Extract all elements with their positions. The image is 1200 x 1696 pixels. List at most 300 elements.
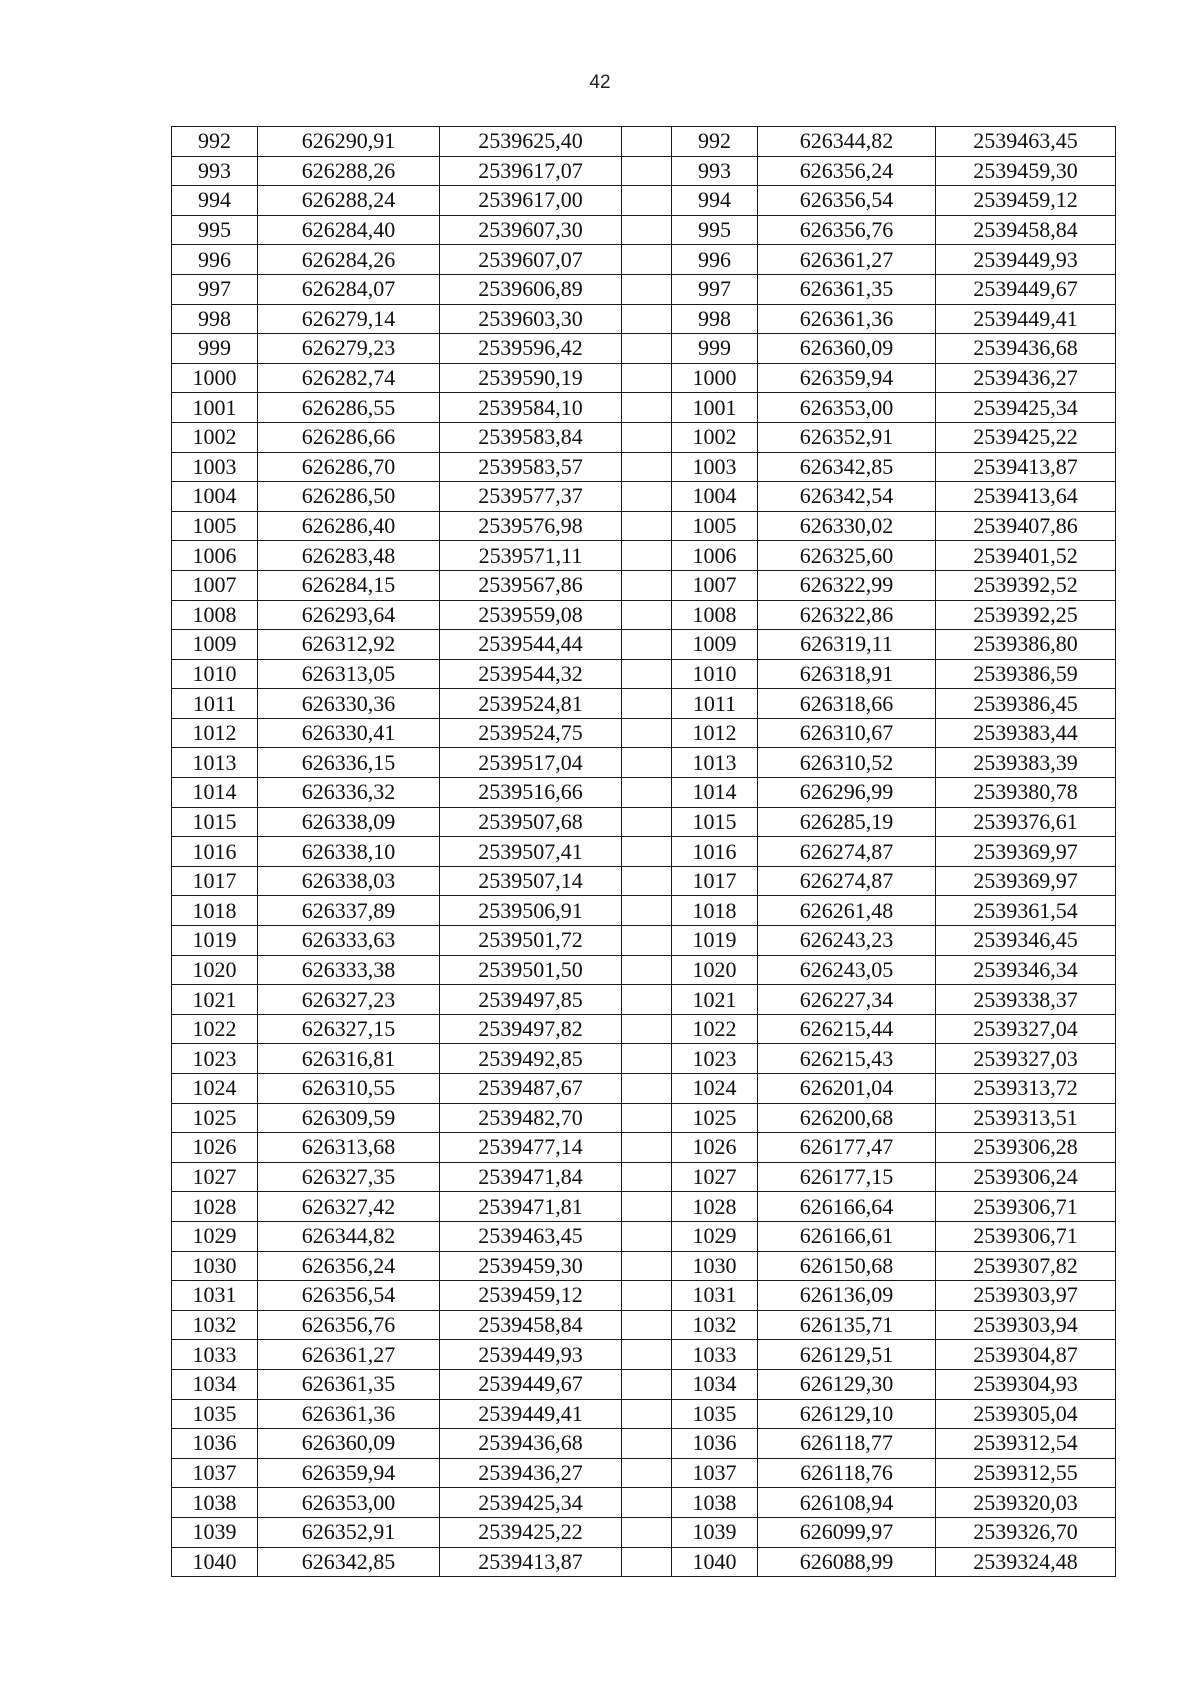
x-coordinate-left: 626286,70 [258, 452, 440, 482]
table-row [172, 1517, 1116, 1547]
y-coordinate-left: 2539487,67 [440, 1074, 622, 1104]
point-number-right: 1000 [672, 363, 758, 393]
point-number-left: 1009 [172, 630, 258, 660]
y-coordinate-left: 2539617,07 [440, 156, 622, 186]
point-number-left: 1002 [172, 422, 258, 452]
table-row [172, 1074, 1116, 1104]
x-coordinate-right: 626243,05 [758, 955, 936, 985]
point-number-right: 1005 [672, 511, 758, 541]
y-coordinate-left: 2539576,98 [440, 511, 622, 541]
x-coordinate-right: 626201,04 [758, 1074, 936, 1104]
y-coordinate-left: 2539606,89 [440, 274, 622, 304]
y-coordinate-right: 2539459,30 [936, 156, 1116, 186]
point-number-left: 1036 [172, 1429, 258, 1459]
point-number-left: 997 [172, 274, 258, 304]
spacer-cell [622, 689, 672, 719]
table-row [172, 600, 1116, 630]
table-row [172, 334, 1116, 364]
y-coordinate-right: 2539383,39 [936, 748, 1116, 778]
x-coordinate-left: 626361,35 [258, 1369, 440, 1399]
x-coordinate-right: 626200,68 [758, 1103, 936, 1133]
x-coordinate-right: 626243,23 [758, 926, 936, 956]
point-number-right: 998 [672, 304, 758, 334]
table-row [172, 1458, 1116, 1488]
spacer-cell [622, 1310, 672, 1340]
x-coordinate-right: 626150,68 [758, 1251, 936, 1281]
y-coordinate-left: 2539507,14 [440, 866, 622, 896]
spacer-cell [622, 570, 672, 600]
point-number-right: 1014 [672, 778, 758, 808]
point-number-right: 1024 [672, 1074, 758, 1104]
table-row [172, 541, 1116, 571]
table-row [172, 1103, 1116, 1133]
spacer-cell [622, 304, 672, 334]
y-coordinate-right: 2539413,87 [936, 452, 1116, 482]
table-row [172, 778, 1116, 808]
point-number-right: 1001 [672, 393, 758, 423]
point-number-right: 1029 [672, 1221, 758, 1251]
coordinates-table-body [172, 127, 1116, 1577]
x-coordinate-right: 626129,10 [758, 1399, 936, 1429]
point-number-left: 1031 [172, 1281, 258, 1311]
spacer-cell [622, 1014, 672, 1044]
y-coordinate-right: 2539392,52 [936, 570, 1116, 600]
x-coordinate-right: 626322,99 [758, 570, 936, 600]
x-coordinate-left: 626288,24 [258, 186, 440, 216]
y-coordinate-right: 2539307,82 [936, 1251, 1116, 1281]
y-coordinate-left: 2539449,41 [440, 1399, 622, 1429]
table-row [172, 1399, 1116, 1429]
x-coordinate-left: 626290,91 [258, 127, 440, 157]
point-number-left: 1023 [172, 1044, 258, 1074]
x-coordinate-right: 626099,97 [758, 1517, 936, 1547]
table-row [172, 393, 1116, 423]
x-coordinate-right: 626361,27 [758, 245, 936, 275]
x-coordinate-right: 626330,02 [758, 511, 936, 541]
table-row [172, 630, 1116, 660]
point-number-right: 1034 [672, 1369, 758, 1399]
table-row [172, 985, 1116, 1015]
table-row [172, 363, 1116, 393]
x-coordinate-left: 626338,09 [258, 807, 440, 837]
y-coordinate-right: 2539369,97 [936, 837, 1116, 867]
y-coordinate-left: 2539436,68 [440, 1429, 622, 1459]
point-number-left: 1034 [172, 1369, 258, 1399]
x-coordinate-left: 626361,27 [258, 1340, 440, 1370]
y-coordinate-left: 2539617,00 [440, 186, 622, 216]
table-row [172, 452, 1116, 482]
y-coordinate-right: 2539413,64 [936, 482, 1116, 512]
y-coordinate-left: 2539596,42 [440, 334, 622, 364]
y-coordinate-right: 2539449,93 [936, 245, 1116, 275]
x-coordinate-left: 626279,23 [258, 334, 440, 364]
spacer-cell [622, 186, 672, 216]
y-coordinate-left: 2539471,84 [440, 1162, 622, 1192]
table-row [172, 304, 1116, 334]
x-coordinate-right: 626177,47 [758, 1133, 936, 1163]
point-number-left: 1026 [172, 1133, 258, 1163]
y-coordinate-right: 2539392,25 [936, 600, 1116, 630]
point-number-right: 1037 [672, 1458, 758, 1488]
x-coordinate-right: 626088,99 [758, 1547, 936, 1577]
point-number-left: 996 [172, 245, 258, 275]
x-coordinate-right: 626353,00 [758, 393, 936, 423]
spacer-cell [622, 748, 672, 778]
spacer-cell [622, 985, 672, 1015]
point-number-left: 1014 [172, 778, 258, 808]
point-number-left: 1015 [172, 807, 258, 837]
point-number-right: 1015 [672, 807, 758, 837]
x-coordinate-right: 626227,34 [758, 985, 936, 1015]
x-coordinate-left: 626288,26 [258, 156, 440, 186]
y-coordinate-right: 2539401,52 [936, 541, 1116, 571]
x-coordinate-right: 626215,43 [758, 1044, 936, 1074]
y-coordinate-left: 2539506,91 [440, 896, 622, 926]
y-coordinate-left: 2539507,41 [440, 837, 622, 867]
x-coordinate-left: 626356,24 [258, 1251, 440, 1281]
x-coordinate-left: 626327,23 [258, 985, 440, 1015]
x-coordinate-right: 626118,76 [758, 1458, 936, 1488]
x-coordinate-left: 626286,55 [258, 393, 440, 423]
spacer-cell [622, 363, 672, 393]
y-coordinate-left: 2539524,75 [440, 718, 622, 748]
table-row [172, 1014, 1116, 1044]
table-row [172, 570, 1116, 600]
point-number-left: 1000 [172, 363, 258, 393]
point-number-left: 1035 [172, 1399, 258, 1429]
point-number-right: 1022 [672, 1014, 758, 1044]
y-coordinate-right: 2539320,03 [936, 1488, 1116, 1518]
x-coordinate-right: 626310,67 [758, 718, 936, 748]
point-number-left: 1003 [172, 452, 258, 482]
point-number-left: 1028 [172, 1192, 258, 1222]
point-number-right: 1028 [672, 1192, 758, 1222]
y-coordinate-right: 2539303,97 [936, 1281, 1116, 1311]
y-coordinate-right: 2539338,37 [936, 985, 1116, 1015]
y-coordinate-left: 2539463,45 [440, 1221, 622, 1251]
y-coordinate-right: 2539369,97 [936, 866, 1116, 896]
spacer-cell [622, 778, 672, 808]
y-coordinate-right: 2539324,48 [936, 1547, 1116, 1577]
spacer-cell [622, 955, 672, 985]
table-row [172, 127, 1116, 157]
table-row [172, 1310, 1116, 1340]
y-coordinate-left: 2539507,68 [440, 807, 622, 837]
table-row [172, 186, 1116, 216]
table-row [172, 837, 1116, 867]
y-coordinate-right: 2539313,72 [936, 1074, 1116, 1104]
x-coordinate-left: 626342,85 [258, 1547, 440, 1577]
x-coordinate-right: 626274,87 [758, 837, 936, 867]
y-coordinate-left: 2539544,32 [440, 659, 622, 689]
point-number-left: 1021 [172, 985, 258, 1015]
y-coordinate-right: 2539459,12 [936, 186, 1116, 216]
x-coordinate-left: 626359,94 [258, 1458, 440, 1488]
x-coordinate-left: 626313,68 [258, 1133, 440, 1163]
y-coordinate-left: 2539524,81 [440, 689, 622, 719]
point-number-right: 1023 [672, 1044, 758, 1074]
y-coordinate-right: 2539306,71 [936, 1221, 1116, 1251]
y-coordinate-right: 2539361,54 [936, 896, 1116, 926]
point-number-left: 998 [172, 304, 258, 334]
spacer-cell [622, 1044, 672, 1074]
y-coordinate-right: 2539312,55 [936, 1458, 1116, 1488]
y-coordinate-left: 2539603,30 [440, 304, 622, 334]
y-coordinate-right: 2539383,44 [936, 718, 1116, 748]
y-coordinate-right: 2539436,27 [936, 363, 1116, 393]
y-coordinate-left: 2539559,08 [440, 600, 622, 630]
table-row [172, 1133, 1116, 1163]
y-coordinate-left: 2539436,27 [440, 1458, 622, 1488]
spacer-cell [622, 274, 672, 304]
y-coordinate-right: 2539305,04 [936, 1399, 1116, 1429]
table-row [172, 1251, 1116, 1281]
x-coordinate-right: 626361,36 [758, 304, 936, 334]
x-coordinate-right: 626360,09 [758, 334, 936, 364]
x-coordinate-left: 626286,66 [258, 422, 440, 452]
point-number-left: 1017 [172, 866, 258, 896]
x-coordinate-right: 626356,76 [758, 215, 936, 245]
y-coordinate-left: 2539583,84 [440, 422, 622, 452]
x-coordinate-left: 626352,91 [258, 1517, 440, 1547]
y-coordinate-left: 2539590,19 [440, 363, 622, 393]
table-row [172, 926, 1116, 956]
point-number-left: 1007 [172, 570, 258, 600]
point-number-right: 994 [672, 186, 758, 216]
y-coordinate-left: 2539583,57 [440, 452, 622, 482]
point-number-right: 1019 [672, 926, 758, 956]
point-number-left: 1011 [172, 689, 258, 719]
point-number-right: 1006 [672, 541, 758, 571]
point-number-right: 993 [672, 156, 758, 186]
point-number-left: 1025 [172, 1103, 258, 1133]
x-coordinate-left: 626283,48 [258, 541, 440, 571]
x-coordinate-left: 626330,36 [258, 689, 440, 719]
x-coordinate-left: 626330,41 [258, 718, 440, 748]
y-coordinate-left: 2539607,07 [440, 245, 622, 275]
spacer-cell [622, 896, 672, 926]
point-number-right: 1003 [672, 452, 758, 482]
x-coordinate-left: 626333,38 [258, 955, 440, 985]
y-coordinate-left: 2539413,87 [440, 1547, 622, 1577]
point-number-left: 1013 [172, 748, 258, 778]
table-row [172, 1281, 1116, 1311]
y-coordinate-left: 2539607,30 [440, 215, 622, 245]
x-coordinate-right: 626285,19 [758, 807, 936, 837]
point-number-right: 1013 [672, 748, 758, 778]
x-coordinate-left: 626353,00 [258, 1488, 440, 1518]
point-number-right: 1011 [672, 689, 758, 719]
table-row [172, 748, 1116, 778]
point-number-right: 1032 [672, 1310, 758, 1340]
table-row [172, 1192, 1116, 1222]
point-number-right: 1004 [672, 482, 758, 512]
spacer-cell [622, 1399, 672, 1429]
y-coordinate-right: 2539346,34 [936, 955, 1116, 985]
point-number-right: 1010 [672, 659, 758, 689]
x-coordinate-left: 626286,50 [258, 482, 440, 512]
spacer-cell [622, 659, 672, 689]
point-number-left: 1008 [172, 600, 258, 630]
point-number-right: 1039 [672, 1517, 758, 1547]
y-coordinate-left: 2539497,82 [440, 1014, 622, 1044]
table-row [172, 1340, 1116, 1370]
spacer-cell [622, 718, 672, 748]
table-row [172, 955, 1116, 985]
y-coordinate-right: 2539436,68 [936, 334, 1116, 364]
y-coordinate-right: 2539386,80 [936, 630, 1116, 660]
y-coordinate-right: 2539449,67 [936, 274, 1116, 304]
y-coordinate-left: 2539497,85 [440, 985, 622, 1015]
spacer-cell [622, 1369, 672, 1399]
point-number-right: 1009 [672, 630, 758, 660]
spacer-cell [622, 156, 672, 186]
x-coordinate-left: 626309,59 [258, 1103, 440, 1133]
spacer-cell [622, 334, 672, 364]
spacer-cell [622, 1517, 672, 1547]
spacer-cell [622, 482, 672, 512]
x-coordinate-left: 626284,15 [258, 570, 440, 600]
point-number-right: 996 [672, 245, 758, 275]
y-coordinate-right: 2539313,51 [936, 1103, 1116, 1133]
table-row [172, 896, 1116, 926]
y-coordinate-left: 2539459,30 [440, 1251, 622, 1281]
spacer-cell [622, 837, 672, 867]
point-number-left: 1005 [172, 511, 258, 541]
x-coordinate-right: 626118,77 [758, 1429, 936, 1459]
y-coordinate-right: 2539327,03 [936, 1044, 1116, 1074]
x-coordinate-right: 626274,87 [758, 866, 936, 896]
point-number-left: 1024 [172, 1074, 258, 1104]
point-number-right: 1033 [672, 1340, 758, 1370]
x-coordinate-right: 626344,82 [758, 127, 936, 157]
page-number: 42 [589, 72, 611, 93]
y-coordinate-left: 2539584,10 [440, 393, 622, 423]
y-coordinate-left: 2539449,67 [440, 1369, 622, 1399]
point-number-left: 993 [172, 156, 258, 186]
table-row [172, 718, 1116, 748]
y-coordinate-left: 2539625,40 [440, 127, 622, 157]
x-coordinate-left: 626327,35 [258, 1162, 440, 1192]
spacer-cell [622, 245, 672, 275]
point-number-left: 994 [172, 186, 258, 216]
point-number-left: 1032 [172, 1310, 258, 1340]
y-coordinate-left: 2539571,11 [440, 541, 622, 571]
x-coordinate-right: 626261,48 [758, 896, 936, 926]
y-coordinate-right: 2539304,87 [936, 1340, 1116, 1370]
point-number-right: 1020 [672, 955, 758, 985]
x-coordinate-left: 626293,64 [258, 600, 440, 630]
point-number-right: 1025 [672, 1103, 758, 1133]
x-coordinate-left: 626337,89 [258, 896, 440, 926]
spacer-cell [622, 1074, 672, 1104]
x-coordinate-left: 626356,76 [258, 1310, 440, 1340]
table-row [172, 1429, 1116, 1459]
point-number-left: 992 [172, 127, 258, 157]
x-coordinate-right: 626318,66 [758, 689, 936, 719]
table-row [172, 215, 1116, 245]
y-coordinate-right: 2539312,54 [936, 1429, 1116, 1459]
y-coordinate-left: 2539477,14 [440, 1133, 622, 1163]
x-coordinate-right: 626129,30 [758, 1369, 936, 1399]
y-coordinate-right: 2539306,24 [936, 1162, 1116, 1192]
x-coordinate-left: 626284,26 [258, 245, 440, 275]
x-coordinate-right: 626177,15 [758, 1162, 936, 1192]
table-row [172, 245, 1116, 275]
point-number-right: 1035 [672, 1399, 758, 1429]
point-number-right: 1016 [672, 837, 758, 867]
point-number-left: 1022 [172, 1014, 258, 1044]
point-number-right: 1008 [672, 600, 758, 630]
table-row [172, 1547, 1116, 1577]
y-coordinate-right: 2539386,45 [936, 689, 1116, 719]
spacer-cell [622, 1133, 672, 1163]
y-coordinate-left: 2539458,84 [440, 1310, 622, 1340]
table-row [172, 422, 1116, 452]
point-number-left: 1006 [172, 541, 258, 571]
y-coordinate-left: 2539501,50 [440, 955, 622, 985]
y-coordinate-left: 2539516,66 [440, 778, 622, 808]
y-coordinate-right: 2539380,78 [936, 778, 1116, 808]
point-number-right: 1027 [672, 1162, 758, 1192]
y-coordinate-left: 2539517,04 [440, 748, 622, 778]
y-coordinate-left: 2539492,85 [440, 1044, 622, 1074]
table-row [172, 482, 1116, 512]
x-coordinate-right: 626325,60 [758, 541, 936, 571]
y-coordinate-left: 2539425,22 [440, 1517, 622, 1547]
y-coordinate-left: 2539482,70 [440, 1103, 622, 1133]
point-number-right: 1017 [672, 866, 758, 896]
spacer-cell [622, 215, 672, 245]
point-number-left: 1027 [172, 1162, 258, 1192]
x-coordinate-right: 626215,44 [758, 1014, 936, 1044]
spacer-cell [622, 926, 672, 956]
table-row [172, 1369, 1116, 1399]
x-coordinate-left: 626333,63 [258, 926, 440, 956]
y-coordinate-right: 2539303,94 [936, 1310, 1116, 1340]
table-row [172, 689, 1116, 719]
x-coordinate-left: 626336,15 [258, 748, 440, 778]
y-coordinate-right: 2539407,86 [936, 511, 1116, 541]
y-coordinate-left: 2539567,86 [440, 570, 622, 600]
table-row [172, 1044, 1116, 1074]
x-coordinate-right: 626129,51 [758, 1340, 936, 1370]
spacer-cell [622, 541, 672, 571]
x-coordinate-left: 626327,42 [258, 1192, 440, 1222]
spacer-cell [622, 127, 672, 157]
y-coordinate-left: 2539501,72 [440, 926, 622, 956]
table-row [172, 1488, 1116, 1518]
y-coordinate-left: 2539544,44 [440, 630, 622, 660]
table-row [172, 866, 1116, 896]
x-coordinate-left: 626327,15 [258, 1014, 440, 1044]
y-coordinate-right: 2539463,45 [936, 127, 1116, 157]
y-coordinate-left: 2539449,93 [440, 1340, 622, 1370]
x-coordinate-right: 626166,61 [758, 1221, 936, 1251]
y-coordinate-right: 2539425,22 [936, 422, 1116, 452]
spacer-cell [622, 630, 672, 660]
y-coordinate-left: 2539425,34 [440, 1488, 622, 1518]
x-coordinate-left: 626338,03 [258, 866, 440, 896]
table-row [172, 156, 1116, 186]
x-coordinate-left: 626282,74 [258, 363, 440, 393]
x-coordinate-right: 626310,52 [758, 748, 936, 778]
y-coordinate-right: 2539327,04 [936, 1014, 1116, 1044]
spacer-cell [622, 1547, 672, 1577]
spacer-cell [622, 1458, 672, 1488]
spacer-cell [622, 1488, 672, 1518]
x-coordinate-right: 626108,94 [758, 1488, 936, 1518]
